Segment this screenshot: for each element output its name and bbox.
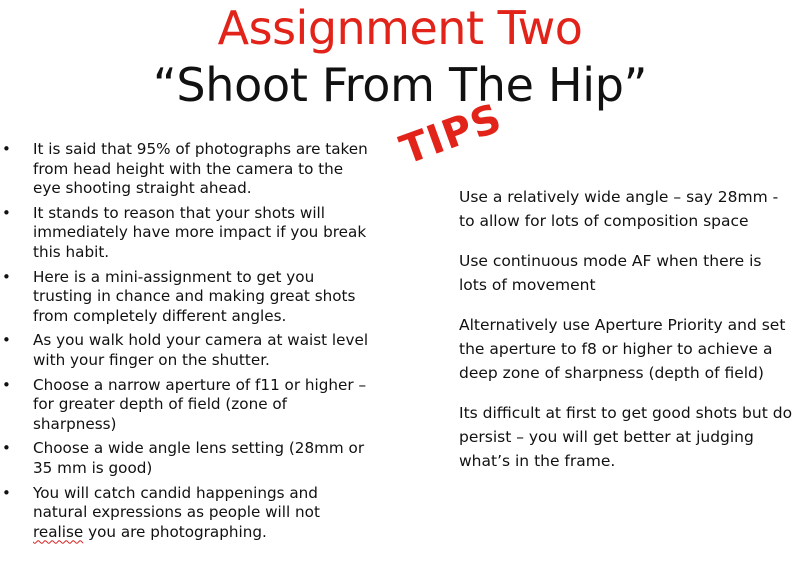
bullet-item-6 [0,439,370,478]
bullet-text: Choose a narrow aperture of f11 or higher – for greater depth of field (zone of sharpness) [33,375,367,433]
bullet-item-7 [0,484,370,543]
bullet-dot-icon: • [2,439,11,458]
bullet-text [33,484,320,541]
tip-4: Its difficult at first to get good shots but do persist – you will get better at judging what’s in the frame. [459,404,793,470]
bullet-text-before: You will catch candid happenings and natural expressions as people will not [33,483,320,522]
bullet-list [0,140,370,547]
bullet-text: Here is a mini-assignment to get you trusting in chance and making great shots from completely different angles. [33,267,356,325]
bullet-text: Choose a wide angle lens setting (28mm or 35 mm is good) [33,439,365,477]
tips-label: TIPS [394,95,509,174]
bullet-dot-icon: • [2,483,11,502]
slide-subtitle: “Shoot From The Hip” [152,58,648,112]
bullet-item-4 [0,331,370,370]
slide-title: Assignment Two [217,1,583,55]
bullet-item-5 [0,376,370,435]
bullet-item-1 [0,140,370,199]
bullet-item-3 [0,268,370,327]
bullet-text: It is said that 95% of photographs are taken from head height with the camera to the eye shooting straight ahead. [33,140,368,198]
bullet-dot-icon: • [2,203,11,222]
bullet-text: It stands to reason that your shots will immediately have more impact if you break this habit. [33,203,367,261]
tip-1: Use a relatively wide angle – say 28mm - to allow for lots of composition space [459,188,779,230]
bullet-text: As you walk hold your camera at waist level with your finger on the shutter. [33,331,369,369]
bullet-text-after: you are photographing. [83,522,267,541]
tips-panel [459,185,794,489]
bullet-dot-icon: • [2,267,11,286]
tip-2: Use continuous mode AF when there is lots of movement [459,252,762,294]
misspelled-word[interactable]: realise [33,522,84,541]
tip-3: Alternatively use Aperture Priority and set the aperture to f8 or higher to achieve a deep zone of sharpness (depth of field) [459,316,786,382]
bullet-dot-icon: • [2,375,11,394]
bullet-dot-icon: • [2,331,11,350]
bullet-item-2 [0,204,370,263]
bullet-dot-icon: • [2,140,11,158]
